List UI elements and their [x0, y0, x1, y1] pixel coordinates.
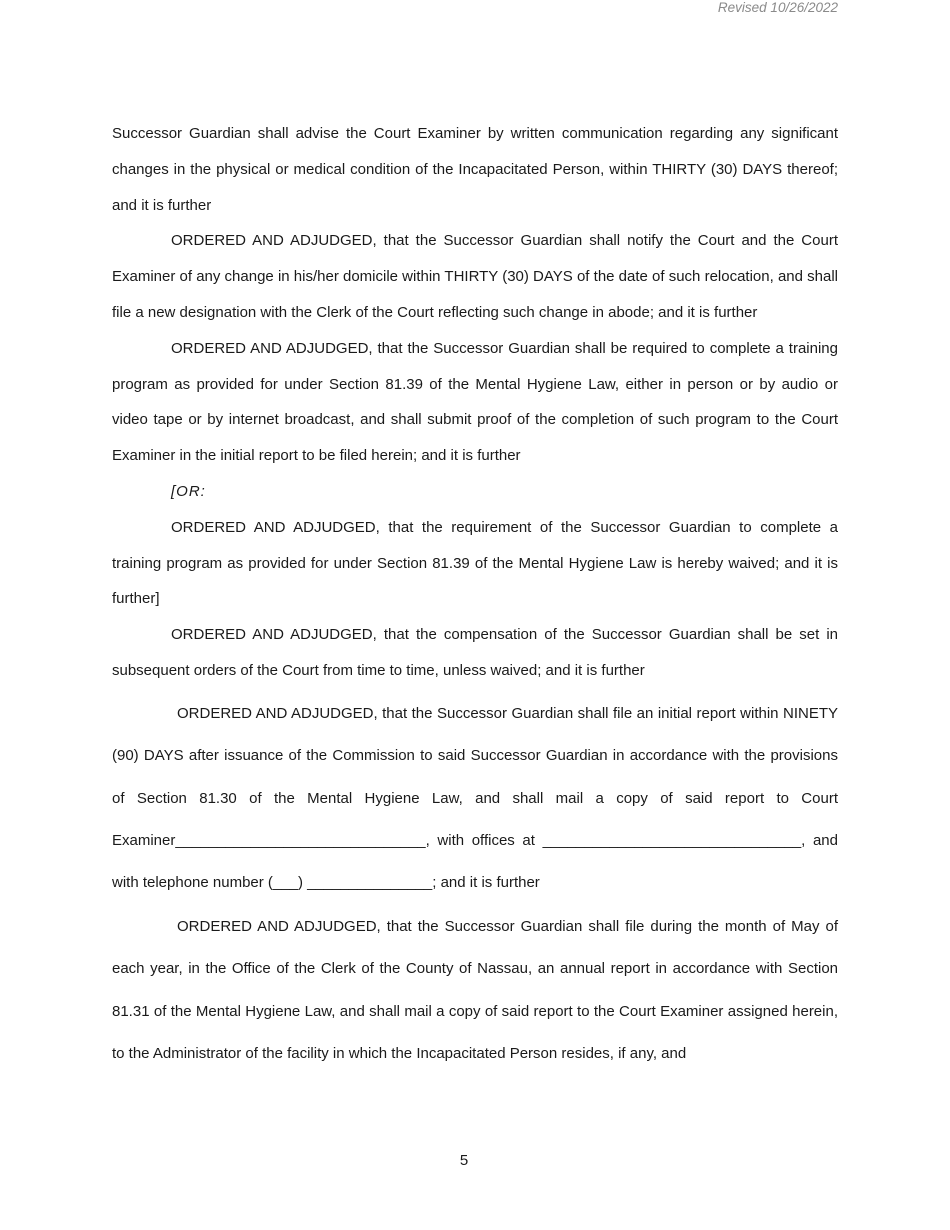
paragraph-initial-report: ORDERED AND ADJUDGED, that the Successor Guardian shall file an initial report within NINETY (90) DAYS after issuance of the Commission to said Successor Guardian in accordance with the provisions of Section 81.30 of the Mental Hygiene Law, and shall mail a copy of said report to Court Examiner______________________________, with offices at _______________________________, and with telephone number (___) _______________; and it is further: [112, 704, 838, 892]
revision-date: Revised 10/26/2022: [717, 0, 838, 15]
paragraph-training: ORDERED AND ADJUDGED, that the Successor Guardian shall be required to complete a training program as provided for under Section 81.39 of the Mental Hygiene Law, either in person or by audio or video tape or by internet broadcast, and shall submit proof of the completion of such program to the Court Examiner in the initial report to be filed herein; and it is further: [112, 339, 838, 465]
paragraph-training-waived: ORDERED AND ADJUDGED, that the requirement of the Successor Guardian to complete a training program as provided for under Section 81.39 of the Mental Hygiene Law is hereby waived; and it is further]: [112, 518, 838, 608]
page-number: 5: [459, 1152, 469, 1169]
document-body: [112, 116, 838, 1075]
paragraph-compensation: ORDERED AND ADJUDGED, that the compensation of the Successor Guardian shall be set in subsequent orders of the Court from time to time, unless waived; and it is further: [112, 626, 838, 679]
paragraph-annual-report: ORDERED AND ADJUDGED, that the Successor Guardian shall file during the month of May of each year, in the Office of the Clerk of the County of Nassau, an annual report in accordance with Section 81.31 of the Mental Hygiene Law, and shall mail a copy of said report to the Court Examiner assigned herein, to the Administrator of the facility in which the Incapacitated Person resides, if any, and: [112, 917, 838, 1062]
paragraph-continuation: Successor Guardian shall advise the Court Examiner by written communication regarding any significant changes in the physical or medical condition of the Incapacitated Person, within THIRTY (30) DAYS thereof; and it is further: [112, 125, 838, 214]
paragraph-domicile: ORDERED AND ADJUDGED, that the Successor Guardian shall notify the Court and the Court Examiner of any change in his/her domicile within THIRTY (30) DAYS of the date of such relocation, and shall file a new designation with the Clerk of the Court reflecting such change in abode; and it is further: [112, 232, 838, 321]
or-marker: [OR:: [171, 482, 206, 500]
